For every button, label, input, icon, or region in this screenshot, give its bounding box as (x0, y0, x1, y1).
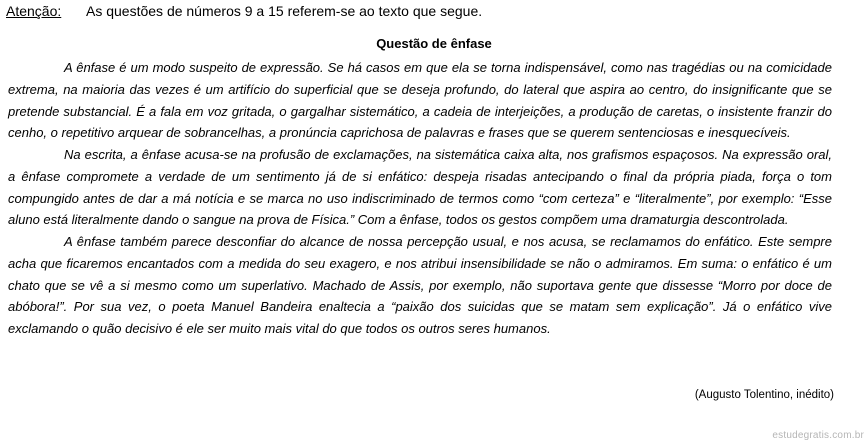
intro-text: As questões de números 9 a 15 referem-se ao texto que segue. (86, 3, 483, 19)
watermark: estudegratis.com.br (772, 430, 864, 441)
text-body (8, 57, 832, 340)
paragraph-3: A ênfase também parece desconfiar do alcance de nossa percepção usual, e nos acusa, se reclamamos do enfático. Este sempre acha que ficaremos encantados com a medida do seu exagero, e nos atribui insensibilidade se não o admiramos. Em suma: o enfático é um chato que se vê a si mesmo como um superlativo. Machado de Assis, por exemplo, não suportava gente que dissesse “Morro por doce de abóbora!”. Por sua vez, o poeta Manuel Bandeira enaltecia a “paixão dos suicidas que se matam sem explicação”. Já o enfático vive exclamando o quão decisivo é ele ser muito mais vital do que todos os outros seres humanos. (8, 234, 832, 336)
paragraph-2: Na escrita, a ênfase acusa-se na profusão de exclamações, na sistemática caixa alta, nos grafismos espaçosos. Na expressão oral, a ênfase compromete a verdade de um sentimento já de si enfático: despeja risadas antecipando o final da própria piada, força o tom compungido antes de dar a má notícia e se marca no uso indiscriminado de termos como “com certeza” e “literalmente”, por exemplo: “Esse aluno está literalmente dando o sangue na prova de Física.” Com a ênfase, todos os gestos compõem uma dramaturgia descontrolada. (8, 147, 832, 228)
author-credit: (Augusto Tolentino, inédito) (694, 389, 834, 401)
exam-header (6, 3, 483, 19)
paragraph-1: A ênfase é um modo suspeito de expressão. Se há casos em que ela se torna indispensável, como nas tragédias ou na comicidade extrema, na maioria das vezes é um artifício do superficial que se deseja profundo, do lateral que aspira ao centro, do insignificante que se pretende substancial. É a fala em voz gritada, o gargalhar sistemático, a cadeia de interjeições, a produção de caretas, o insistente franzir do cenho, o repetitivo arquear de sobrancelhas, a pronúncia caprichosa de palavras e frases que se querem sentenciosas e inesquecíveis. (8, 60, 832, 141)
text-title: Questão de ênfase (376, 36, 492, 51)
attention-label: Atenção: (6, 3, 62, 19)
